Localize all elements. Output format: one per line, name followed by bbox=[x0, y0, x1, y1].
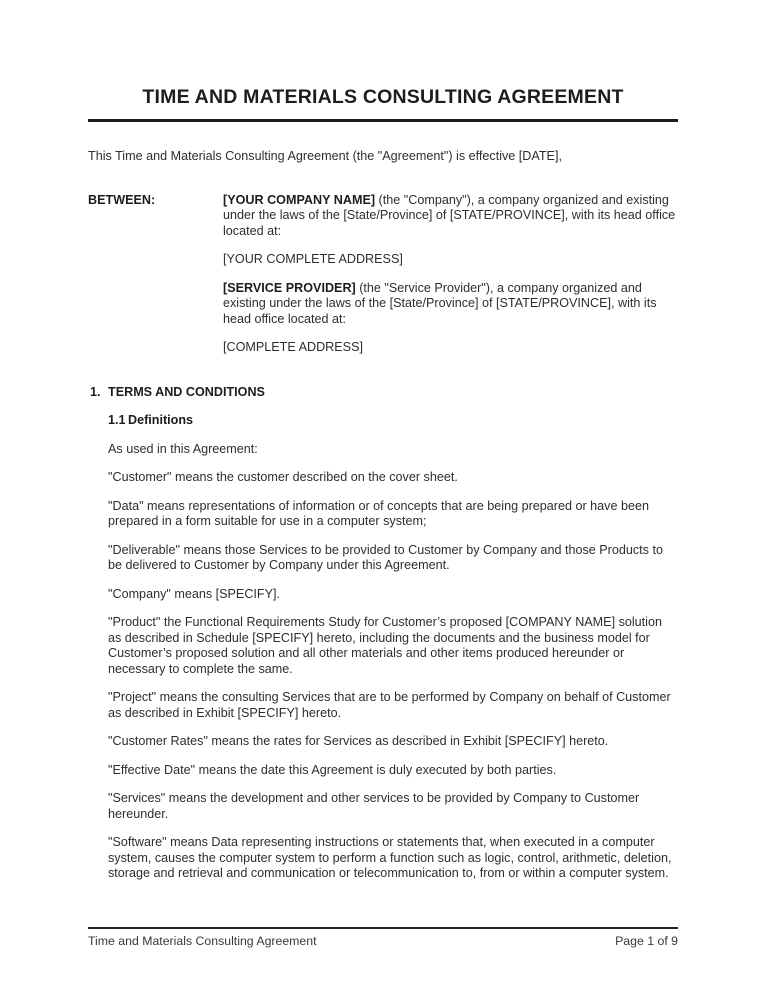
definition-paragraph-company: "Company" means [SPECIFY]. bbox=[108, 586, 281, 601]
definition-paragraph-customer-rates: "Customer Rates" means the rates for Services as described in Exhibit [SPECIFY] hereto. bbox=[108, 734, 609, 748]
between-block bbox=[88, 193, 678, 356]
page-content bbox=[88, 0, 678, 895]
company-paragraph bbox=[223, 193, 678, 240]
definition-paragraph-data: "Data" means representations of information or of concepts that are being prepared or have been prepared in a form suitable for use in a computer system; bbox=[108, 498, 650, 528]
subsection-1-1-heading: Definitions bbox=[128, 413, 194, 427]
footer-divider bbox=[88, 927, 678, 929]
subsection-1-1-heading-row bbox=[108, 413, 678, 429]
section-1-heading: TERMS AND CONDITIONS bbox=[108, 384, 265, 399]
company-name-placeholder: [YOUR COMPANY NAME] bbox=[223, 192, 376, 207]
intro-paragraph: This Time and Materials Consulting Agreement (the "Agreement") is effective [DATE], bbox=[88, 149, 562, 163]
definition-paragraph-project: "Project" means the consulting Services that are to be performed by Company on behalf of Customer as described in Exhibit [SPECIFY] hereto. bbox=[108, 690, 671, 720]
definition-paragraph-software: "Software" means Data representing instructions or statements that, when executed in a computer system, causes the computer system to perform a function such as logic, control, arithmetic, deletion, storage and retrieval and communication or telecommunication to, from or within a computer system. bbox=[108, 835, 672, 880]
footer-page-number: Page 1 of 9 bbox=[615, 934, 678, 948]
company-description: (the "Company"), a company organized and existing under the laws of the [State/Province] of [STATE/PROVINCE], with its head office located at: bbox=[223, 192, 676, 238]
company-address-placeholder: [YOUR COMPLETE ADDRESS] bbox=[223, 252, 403, 266]
between-label: BETWEEN: bbox=[88, 192, 156, 207]
definition-paragraph-effective-date: "Effective Date" means the date this Agreement is duly executed by both parties. bbox=[108, 762, 557, 777]
footer-row bbox=[88, 934, 678, 949]
between-body bbox=[223, 193, 678, 356]
definitions-lead: As used in this Agreement: bbox=[108, 441, 258, 456]
provider-address-placeholder: [COMPLETE ADDRESS] bbox=[223, 340, 363, 354]
section-1-heading-row bbox=[88, 385, 678, 401]
document-title: TIME AND MATERIALS CONSULTING AGREEMENT bbox=[142, 86, 624, 108]
section-1-number: 1. bbox=[90, 384, 101, 399]
provider-name-placeholder: [SERVICE PROVIDER] bbox=[223, 280, 356, 295]
section-1-body bbox=[108, 413, 678, 882]
definition-paragraph-customer: "Customer" means the customer described on the cover sheet. bbox=[108, 470, 458, 484]
definition-paragraph-services: "Services" means the development and other services to be provided by Company to Customer hereunder. bbox=[108, 791, 640, 821]
definition-paragraph-deliverable: "Deliverable" means those Services to be provided to Customer by Company and those Products to be delivered to Customer by Company under this Agreement. bbox=[108, 542, 663, 572]
subsection-1-1-number: 1.1 bbox=[108, 413, 126, 427]
provider-paragraph bbox=[223, 281, 678, 328]
provider-description: (the "Service Provider"), a company organized and existing under the laws of the [State/Province] of [STATE/PROVINCE], with its head office located at: bbox=[223, 280, 657, 326]
page-footer bbox=[88, 927, 678, 949]
definition-paragraph-product: "Product" the Functional Requirements Study for Customer’s proposed [COMPANY NAME] solution as described in Schedule [SPECIFY] hereto, including the documents and the business model for Customer’s proposed solution and all other materials and other items produced hereunder or necessary to complete the same. bbox=[108, 615, 662, 676]
title-divider bbox=[88, 119, 678, 122]
footer-document-title: Time and Materials Consulting Agreement bbox=[88, 934, 317, 948]
